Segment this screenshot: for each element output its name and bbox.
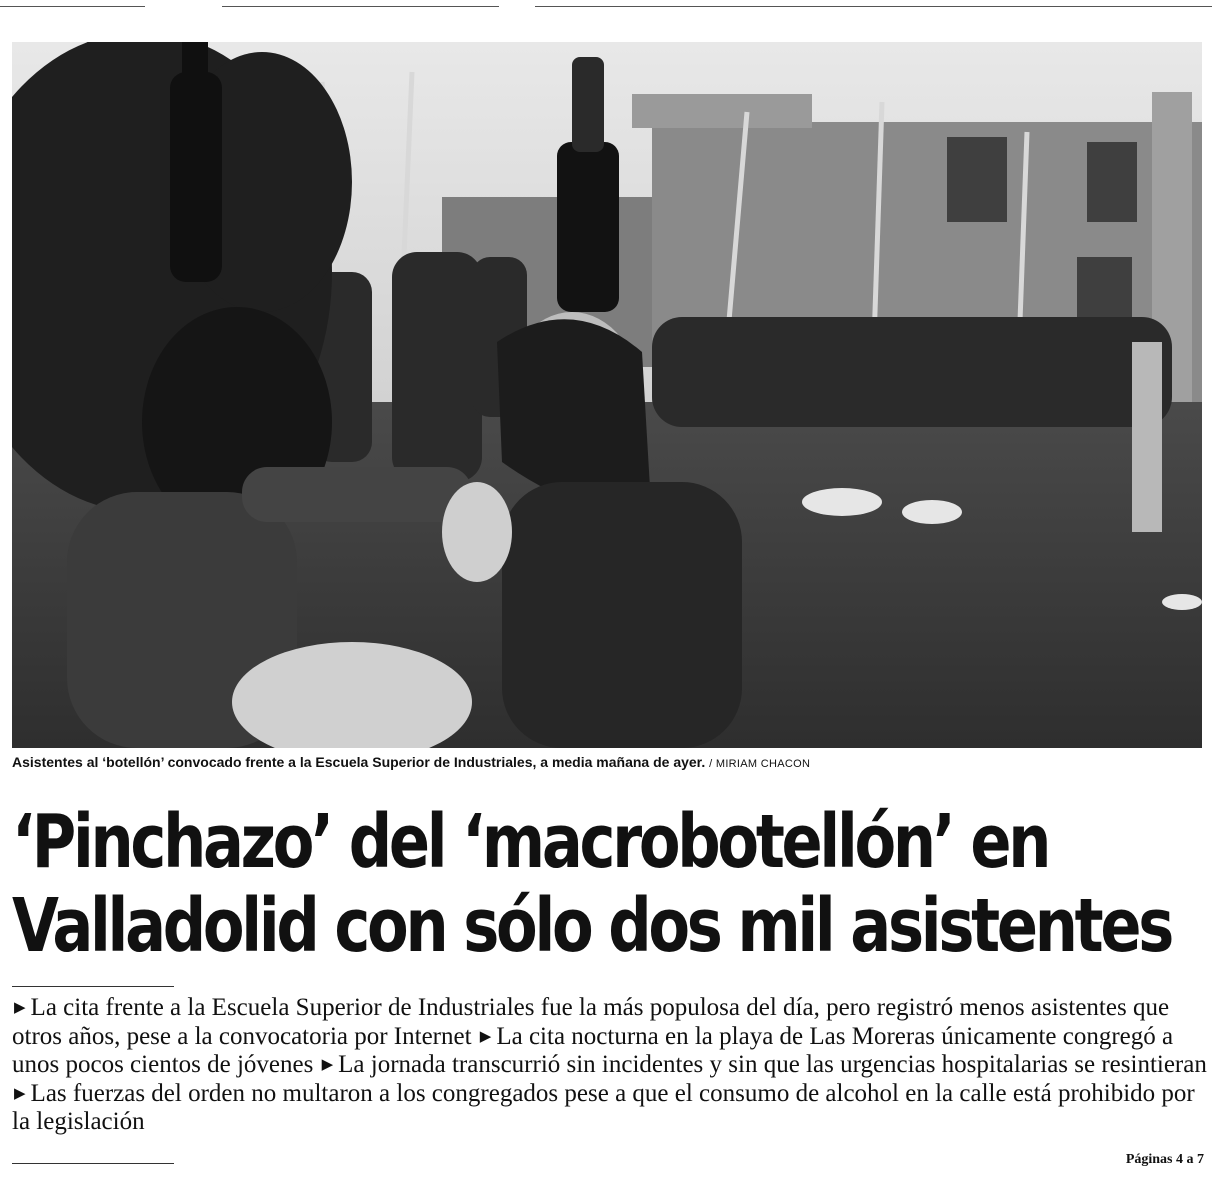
photo-credit: / MIRIAM CHACON xyxy=(709,758,811,770)
summary xyxy=(12,994,1207,1137)
triangle-right-icon: ▶ xyxy=(479,1028,492,1045)
triangle-right-icon: ▶ xyxy=(14,1000,26,1016)
headline-line-2: Valladolid con sólo dos mil asistentes xyxy=(12,883,1172,969)
caption-text: Asistentes al ‘botellón’ convocado frente a la Escuela Superior de Industriales, a media mañana de ayer. xyxy=(12,754,706,770)
photo-caption xyxy=(12,754,1202,770)
summary-item: La cita nocturna en la playa de Las Moreras únicamente congregó a unos pocos cientos de jóvenes xyxy=(12,1022,1174,1078)
summary-item: Las fuerzas del orden no multaron a los congregados pese a que el consumo de alcohol en la calle está prohibido por la legislación xyxy=(12,1079,1195,1135)
top-rule-right xyxy=(535,6,1212,7)
triangle-right-icon: ▶ xyxy=(321,1057,334,1073)
top-rule-left xyxy=(0,6,145,7)
top-rule-center xyxy=(222,6,499,7)
summary-top-rule xyxy=(12,986,174,987)
summary-bottom-rule xyxy=(12,1163,174,1164)
triangle-right-icon: ▶ xyxy=(14,1085,26,1102)
pages-reference: Páginas 4 a 7 xyxy=(1125,1152,1204,1167)
summary-item: La jornada transcurrió sin incidentes y sin que las urgencias hospitalarias se resintieran xyxy=(338,1051,1207,1078)
news-photo xyxy=(12,42,1202,748)
headline-line-1: ‘Pinchazo’ del ‘macrobotellón’ en xyxy=(12,799,1049,885)
headline xyxy=(12,800,1209,968)
summary-item: La cita frente a la Escuela Superior de Industriales fue la más populosa del día, pero registró menos asistentes que otros años, pese a la convocatoria por Internet xyxy=(12,994,1170,1050)
